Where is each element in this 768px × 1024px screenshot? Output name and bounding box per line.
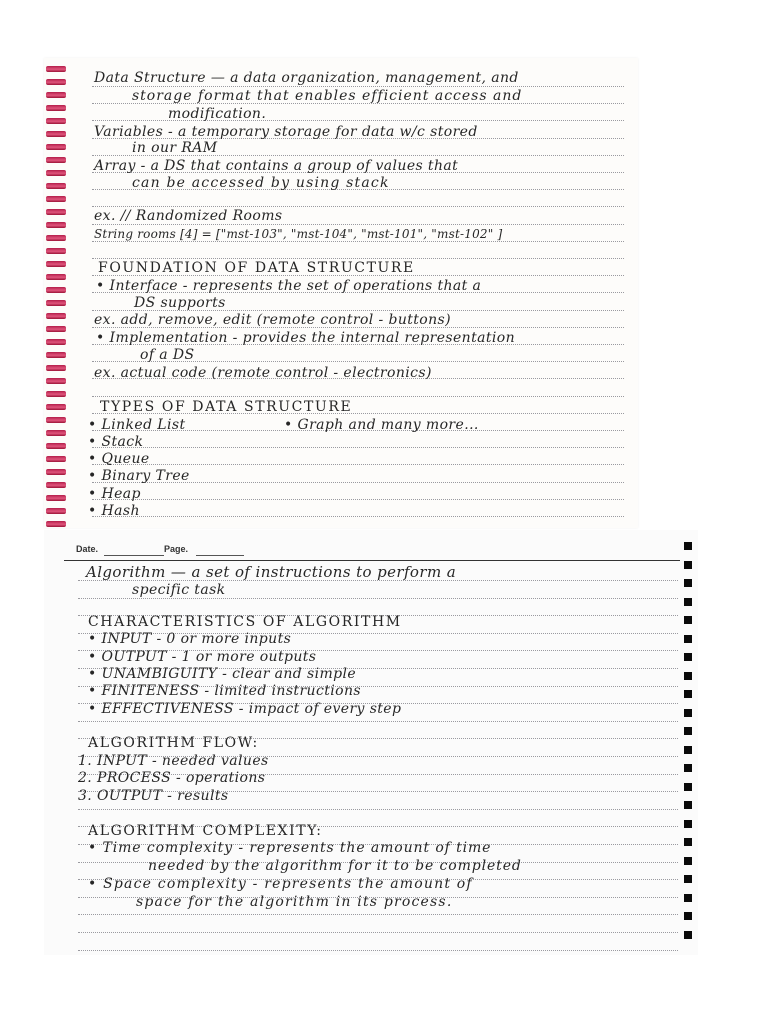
note-line: ex. actual code (remote control - electronics) — [94, 365, 432, 381]
spiral-ring — [46, 300, 66, 306]
rule-line — [92, 258, 624, 259]
binding-hole — [684, 598, 692, 606]
list-item: • Hash — [88, 503, 140, 519]
spiral-ring — [46, 326, 66, 332]
list-item: • Queue — [88, 451, 150, 467]
list-item: • Heap — [88, 486, 141, 502]
note-line: Data Structure — a data organization, management, and — [94, 70, 519, 86]
spiral-ring — [46, 261, 66, 267]
list-item: • Binary Tree — [88, 468, 190, 484]
note-line: of a DS — [140, 347, 195, 363]
rule-line — [92, 464, 624, 465]
date-label: Date. — [76, 544, 99, 554]
note-line: specific task — [132, 582, 226, 598]
note-line: Algorithm — a set of instructions to perform a — [86, 563, 457, 581]
spiral-ring — [46, 469, 66, 475]
rule-line — [78, 721, 678, 722]
spiral-ring — [46, 339, 66, 345]
notebook-page-top — [44, 58, 638, 528]
note-line: ex. // Randomized Rooms — [94, 208, 283, 224]
list-item: • UNAMBIGUITY - clear and simple — [88, 666, 357, 682]
section-heading: ALGORITHM FLOW: — [88, 735, 259, 751]
note-line: • Time complexity - represents the amount of time — [88, 840, 492, 856]
binding-hole — [684, 616, 692, 624]
spiral-ring — [46, 404, 66, 410]
spiral-ring — [46, 365, 66, 371]
list-item: • FINITENESS - limited instructions — [88, 683, 361, 699]
note-line: String rooms [4] = ["mst-103", "mst-104", "mst-101", "mst-102" ] — [94, 227, 503, 241]
spiral-ring — [46, 131, 66, 137]
binding-hole — [684, 783, 692, 791]
note-line: DS supports — [134, 295, 226, 311]
spiral-ring — [46, 495, 66, 501]
list-item: • Stack — [88, 434, 144, 450]
spiral-ring — [46, 443, 66, 449]
note-line: Array - a DS that contains a group of values that — [94, 158, 459, 174]
rule-line — [92, 447, 624, 448]
list-item: • INPUT - 0 or more inputs — [88, 631, 292, 647]
notebook-page-bottom — [44, 530, 698, 955]
spiral-ring — [46, 209, 66, 215]
binding-hole — [684, 764, 692, 772]
binding-hole — [684, 635, 692, 643]
rule-line — [78, 932, 678, 933]
binding-hole — [684, 579, 692, 587]
binding-hole — [684, 894, 692, 902]
spiral-ring — [46, 79, 66, 85]
binding-hole — [684, 542, 692, 550]
rule-line — [92, 516, 624, 517]
note-line: can be accessed by using stack — [132, 175, 390, 191]
spiral-ring — [46, 92, 66, 98]
spiral-ring — [46, 105, 66, 111]
spiral-ring — [46, 248, 66, 254]
note-line: storage format that enables efficient access and — [132, 88, 523, 104]
binding-hole — [684, 820, 692, 828]
list-item: • EFFECTIVENESS - impact of every step — [88, 701, 402, 717]
list-item: 3. OUTPUT - results — [78, 788, 229, 804]
rule-line — [78, 950, 678, 951]
spiral-ring — [46, 417, 66, 423]
rule-line — [92, 86, 624, 87]
binding-hole — [684, 801, 692, 809]
spiral-ring — [46, 391, 66, 397]
spiral-ring — [46, 235, 66, 241]
note-line: space for the algorithm in its process. — [136, 894, 453, 910]
list-item: • OUTPUT - 1 or more outputs — [88, 649, 317, 665]
page-label: Page. — [164, 544, 189, 554]
note-line: • Implementation - provides the internal representation — [96, 330, 516, 346]
spiral-ring — [46, 183, 66, 189]
binding-hole — [684, 653, 692, 661]
list-item: 1. INPUT - needed values — [78, 753, 269, 769]
rule-line — [78, 914, 678, 915]
note-line: Variables - a temporary storage for data w/c stored — [94, 124, 478, 140]
spiral-ring — [46, 287, 66, 293]
binding-hole — [684, 690, 692, 698]
spiral-ring — [46, 378, 66, 384]
spiral-ring — [46, 157, 66, 163]
spiral-ring — [46, 352, 66, 358]
spiral-ring — [46, 66, 66, 72]
note-line: modification. — [168, 106, 267, 122]
section-heading: CHARACTERISTICS OF ALGORITHM — [88, 614, 402, 630]
note-line: in our RAM — [132, 140, 218, 156]
spiral-ring — [46, 430, 66, 436]
spiral-binding — [44, 66, 68, 526]
note-line: • Space complexity - represents the amount of — [88, 876, 473, 892]
list-item: • Linked List — [88, 417, 186, 433]
binding-hole — [684, 857, 692, 865]
rule-line — [78, 809, 678, 810]
list-item: 2. PROCESS - operations — [78, 770, 266, 786]
note-line: • Interface - represents the set of operations that a — [96, 278, 482, 294]
binding-hole — [684, 838, 692, 846]
binding-hole — [684, 709, 692, 717]
spiral-ring — [46, 196, 66, 202]
spiral-ring — [46, 274, 66, 280]
binding-hole — [684, 727, 692, 735]
binding-hole — [684, 931, 692, 939]
binding-hole — [684, 746, 692, 754]
binding-holes — [684, 538, 694, 958]
spiral-ring — [46, 456, 66, 462]
rule-line — [92, 396, 624, 397]
section-heading: FOUNDATION OF DATA STRUCTURE — [98, 260, 415, 276]
note-line: needed by the algorithm for it to be completed — [148, 858, 522, 874]
section-heading: ALGORITHM COMPLEXITY: — [88, 823, 323, 839]
spiral-ring — [46, 118, 66, 124]
list-item: • Graph and many more... — [284, 417, 479, 433]
binding-hole — [684, 912, 692, 920]
spiral-ring — [46, 508, 66, 514]
spiral-ring — [46, 482, 66, 488]
binding-hole — [684, 875, 692, 883]
spiral-ring — [46, 170, 66, 176]
note-line: ex. add, remove, edit (remote control - buttons) — [94, 312, 451, 328]
spiral-ring — [46, 144, 66, 150]
section-heading: TYPES OF DATA STRUCTURE — [100, 399, 353, 415]
spiral-ring — [46, 313, 66, 319]
rule-line — [92, 499, 624, 500]
binding-hole — [684, 561, 692, 569]
binding-hole — [684, 672, 692, 680]
spiral-ring — [46, 521, 66, 527]
spiral-ring — [46, 222, 66, 228]
